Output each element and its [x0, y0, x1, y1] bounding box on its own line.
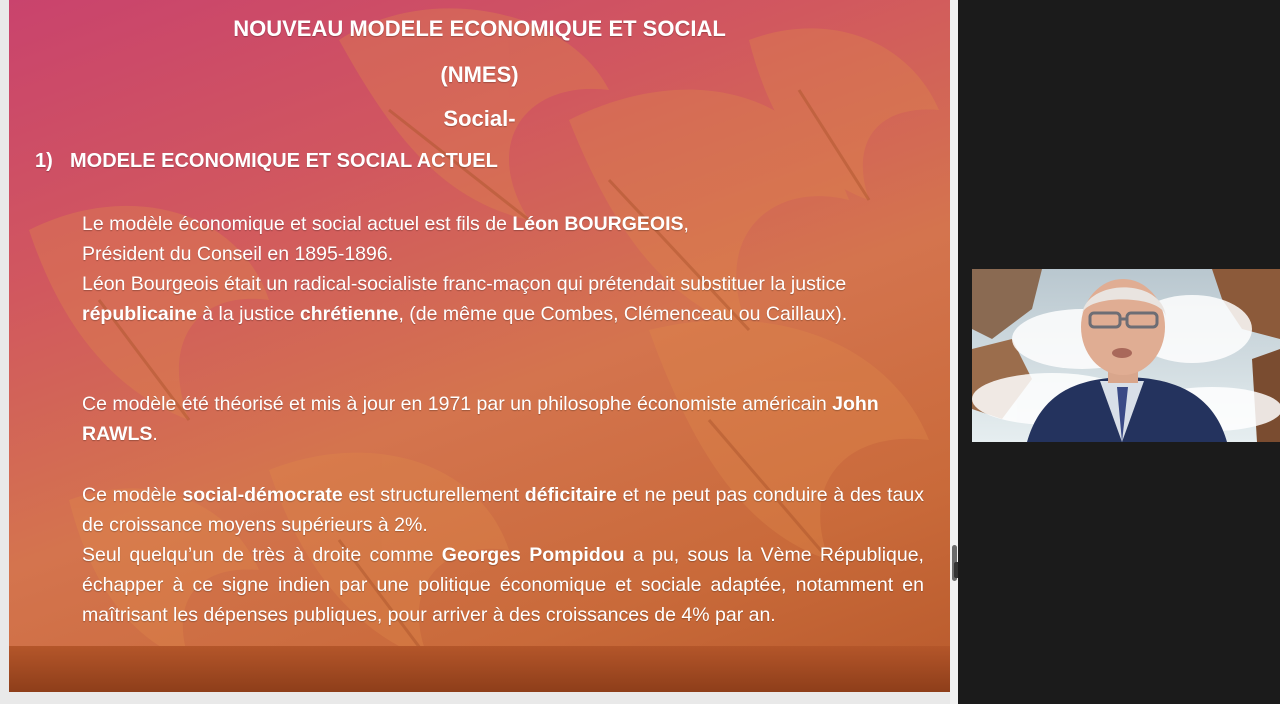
person-video-icon	[972, 269, 1280, 442]
paragraph-text: Léon Bourgeois était un radical-socialiste franc-maçon qui prétendait substituer la justice	[82, 273, 847, 295]
paragraph-text: Ce modèle	[82, 484, 183, 506]
slide-subtitle: (NMES)	[440, 62, 519, 87]
bold-text: John RAWLS	[82, 393, 879, 445]
bold-text: déficitaire	[524, 484, 617, 506]
section-number: 1)	[35, 150, 53, 172]
bold-text: chrétienne	[299, 303, 399, 325]
paragraph-text: Ce modèle été théorisé et mis à jour en 1971 par un philosophe économiste américain	[82, 393, 833, 415]
paragraph-text: ,	[683, 213, 689, 235]
slide-subtitle-social: Social-	[443, 106, 516, 131]
paragraph-text: Président du Conseil en 1895-1896.	[82, 243, 394, 265]
paragraph-text: et ne peut pas conduire à des taux de croissance moyens supérieurs à 2%.	[82, 484, 924, 536]
bold-text: républicaine	[82, 303, 197, 325]
slide-footer-band	[9, 646, 950, 692]
scrollbar-track[interactable]	[950, 0, 958, 704]
paragraph-text: à la justice	[196, 303, 300, 325]
paragraph-bourgeois	[82, 209, 924, 329]
paragraph-rawls	[82, 389, 924, 449]
bold-text: social-démocrate	[182, 484, 343, 506]
participant-video-tile[interactable]	[972, 269, 1280, 442]
section-heading: MODELE ECONOMIQUE ET SOCIAL ACTUEL	[70, 150, 498, 172]
paragraph-social-democrate	[82, 480, 924, 630]
paragraph-text: Seul quelqu’un de très à droite comme	[82, 544, 442, 566]
presentation-slide	[9, 0, 950, 692]
paragraph-text: Le modèle économique et social actuel est fils de	[82, 213, 513, 235]
bold-text: Georges Pompidou	[441, 544, 625, 566]
bold-text: Léon BOURGEOIS	[512, 213, 684, 235]
paragraph-text: , (de même que Combes, Clémenceau ou Caillaux).	[398, 303, 848, 325]
paragraph-text: est structurellement	[342, 484, 525, 506]
paragraph-text: .	[152, 423, 158, 445]
slide-title: NOUVEAU MODELE ECONOMIQUE ET SOCIAL	[233, 16, 726, 41]
paragraph-text: a pu, sous la Vème République, échapper à ce signe indien par une politique économique et sociale adaptée, notamment en maîtrisant les dépenses publiques, pour arriver à des croissances de 4% par an.	[82, 544, 924, 626]
